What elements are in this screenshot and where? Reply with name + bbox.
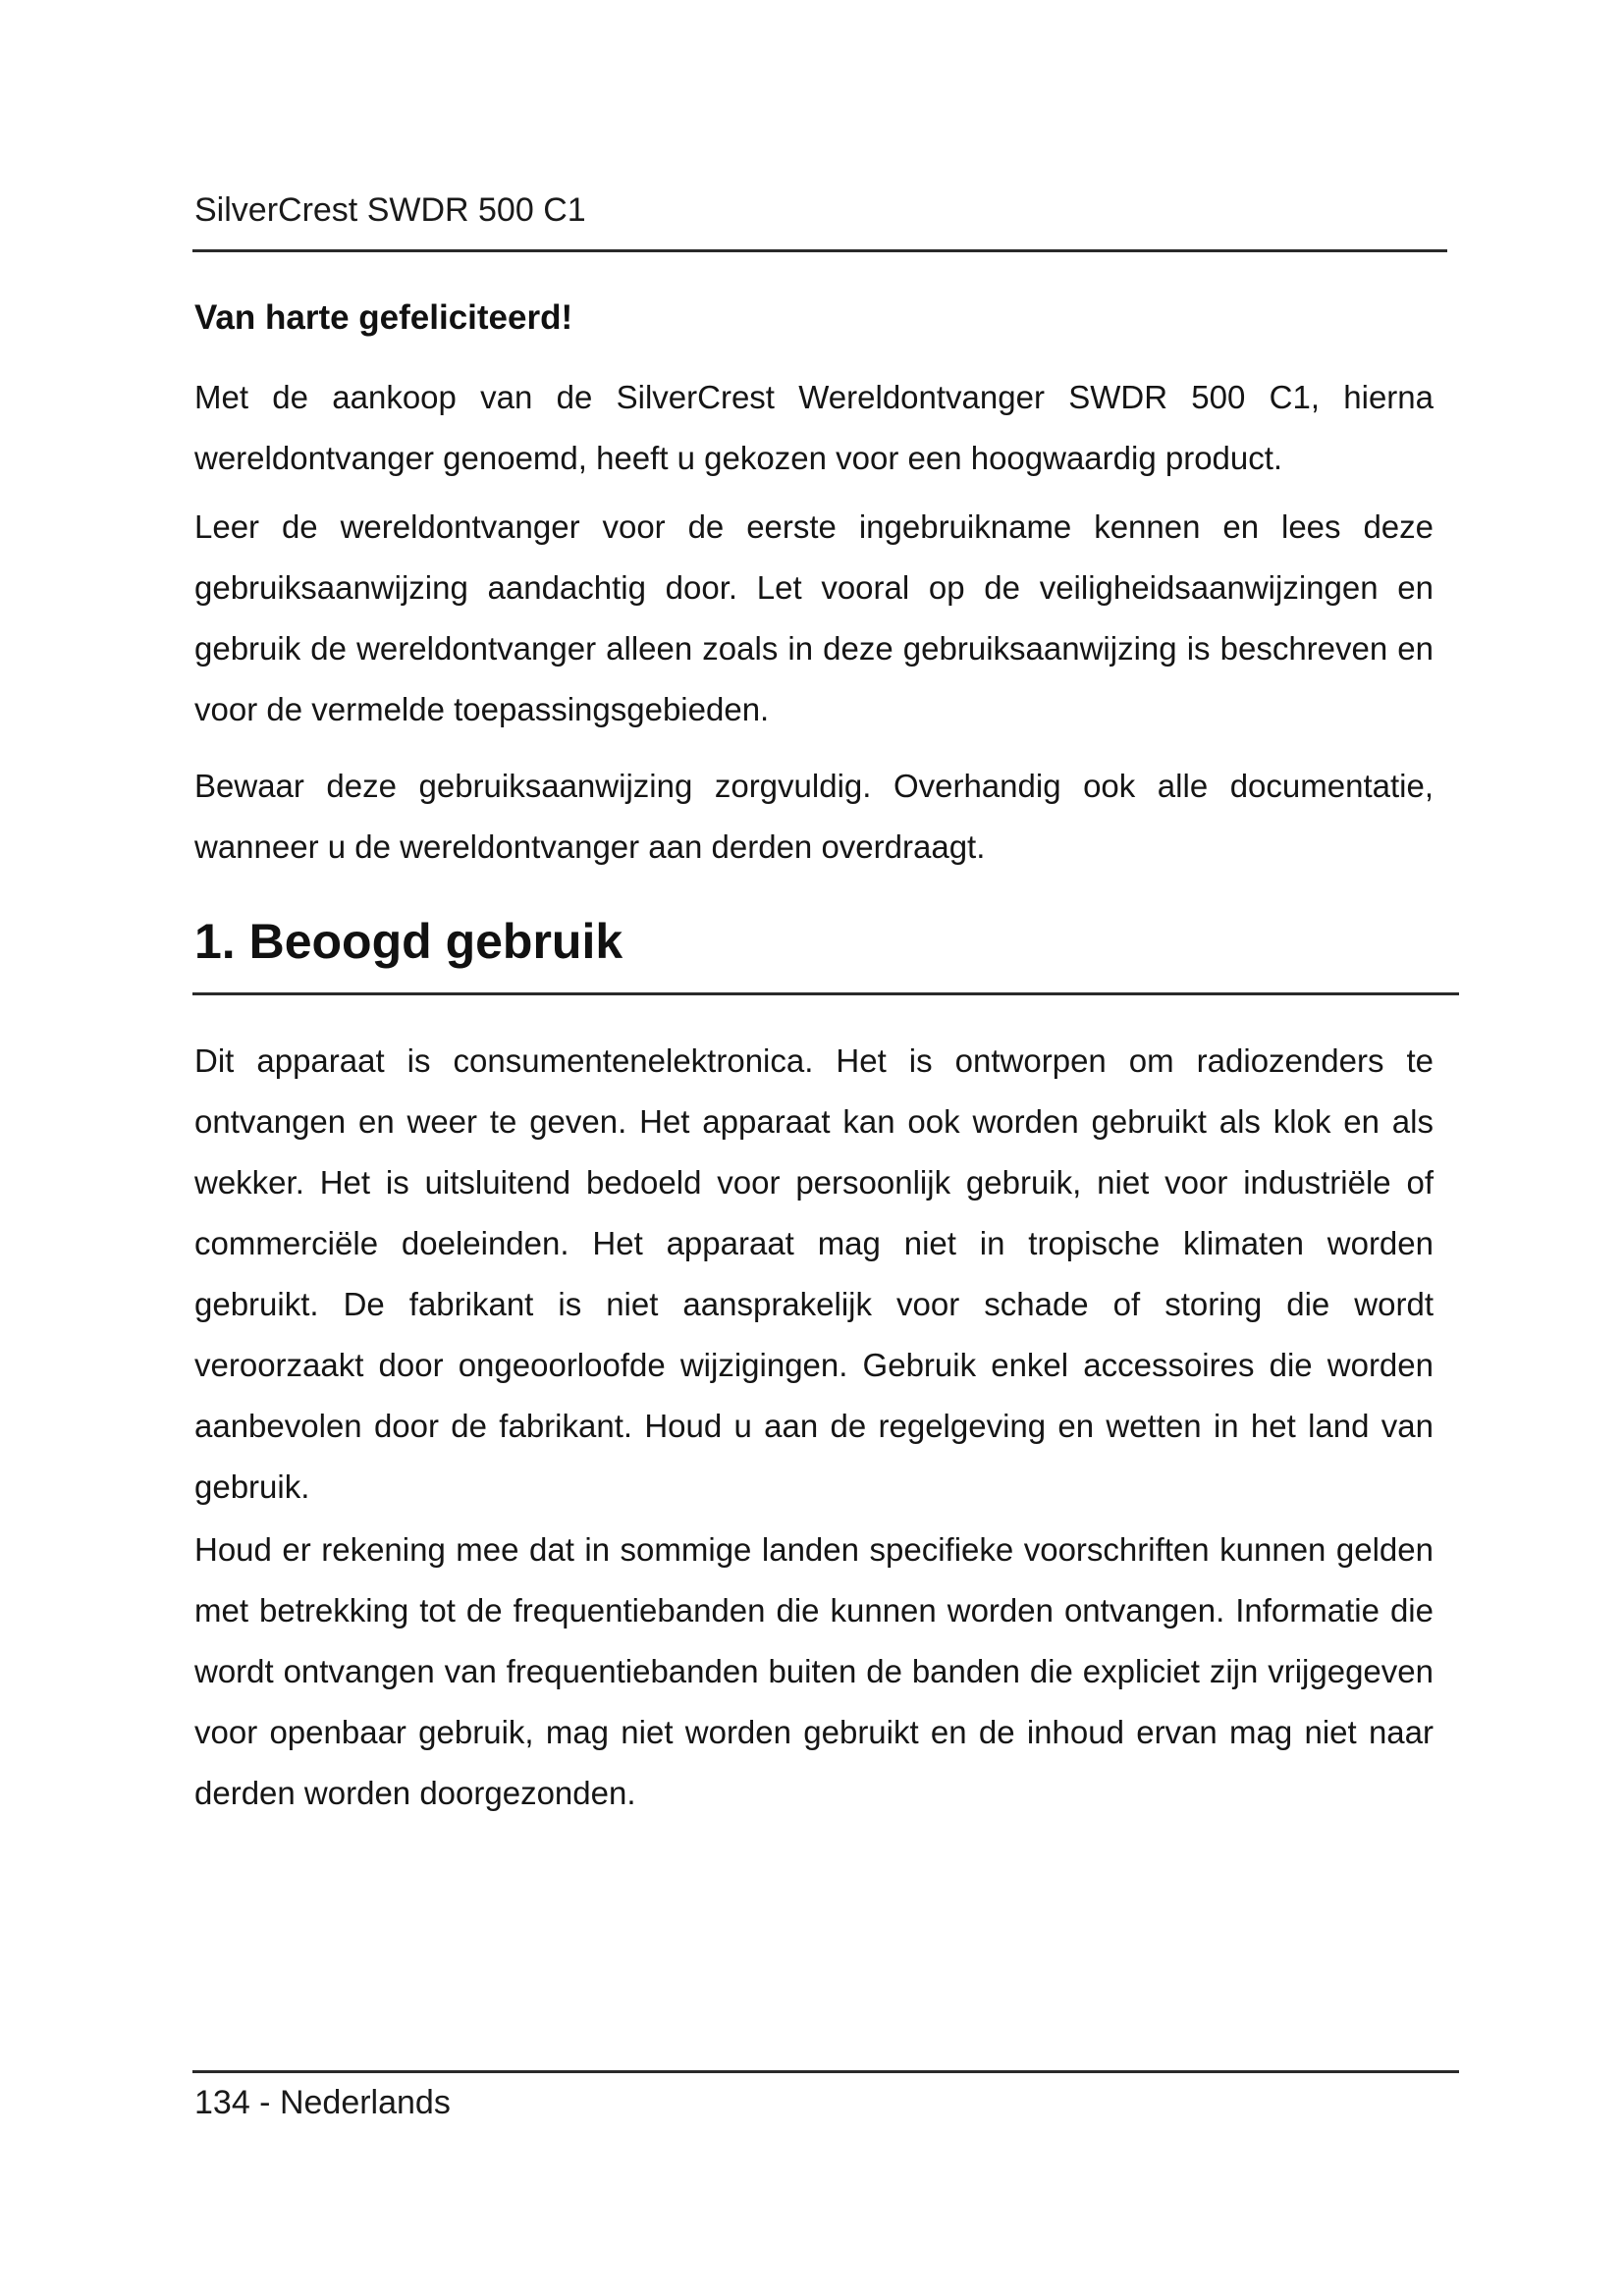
section-paragraph: Houd er rekening mee dat in sommige landen specifieke voorschriften kunnen gelden met betrekking tot de frequentiebanden die kunnen worden ontvangen. Informatie die wordt ontvangen van frequentiebanden buiten de banden die expliciet zijn vrijgegeven voor openbaar gebruik, mag niet worden gebruikt en de inhoud ervan mag niet naar derden worden doorgezonden. xyxy=(194,1531,1434,1811)
section-divider xyxy=(192,992,1459,995)
intro-paragraph: Met de aankoop van de SilverCrest Wereldontvanger SWDR 500 C1, hierna wereldontvanger genoemd, heeft u gekozen voor een hoogwaardig product. xyxy=(194,379,1434,476)
intro-heading: Van harte gefeliciteerd! xyxy=(194,298,573,337)
footer-divider xyxy=(192,2070,1459,2073)
page-footer: 134 - Nederlands xyxy=(194,2084,451,2121)
intro-paragraph: Bewaar deze gebruiksaanwijzing zorgvuldig. Overhandig ook alle documentatie, wanneer u de wereldontvanger aan derden overdraagt. xyxy=(194,768,1434,865)
intro-paragraph: Leer de wereldontvanger voor de eerste ingebruikname kennen en lees deze gebruiksaanwijzing aandachtig door. Let vooral op de veiligheidsaanwijzingen en gebruik de wereldontvanger alleen zoals in deze gebruiksaanwijzing is beschreven en voor de vermelde toepassingsgebieden. xyxy=(194,508,1434,727)
section-heading: 1. Beoogd gebruik xyxy=(194,914,623,969)
section-paragraph: Dit apparaat is consumentenelektronica. Het is ontworpen om radiozenders te ontvangen en weer te geven. Het apparaat kan ook worden gebruikt als klok en als wekker. Het is uitsluitend bedoeld voor persoonlijk gebruik, niet voor industriële of commerciële doeleinden. Het apparaat mag niet in tropische klimaten worden gebruikt. De fabrikant is niet aansprakelijk voor schade of storing die wordt veroorzaakt door ongeoorloofde wijzigingen. Gebruik enkel accessoires die worden aanbevolen door de fabrikant. Houd u aan de regelgeving en wetten in het land van gebruik. xyxy=(194,1042,1434,1505)
header-divider xyxy=(192,249,1447,252)
running-header: SilverCrest SWDR 500 C1 xyxy=(194,191,586,229)
